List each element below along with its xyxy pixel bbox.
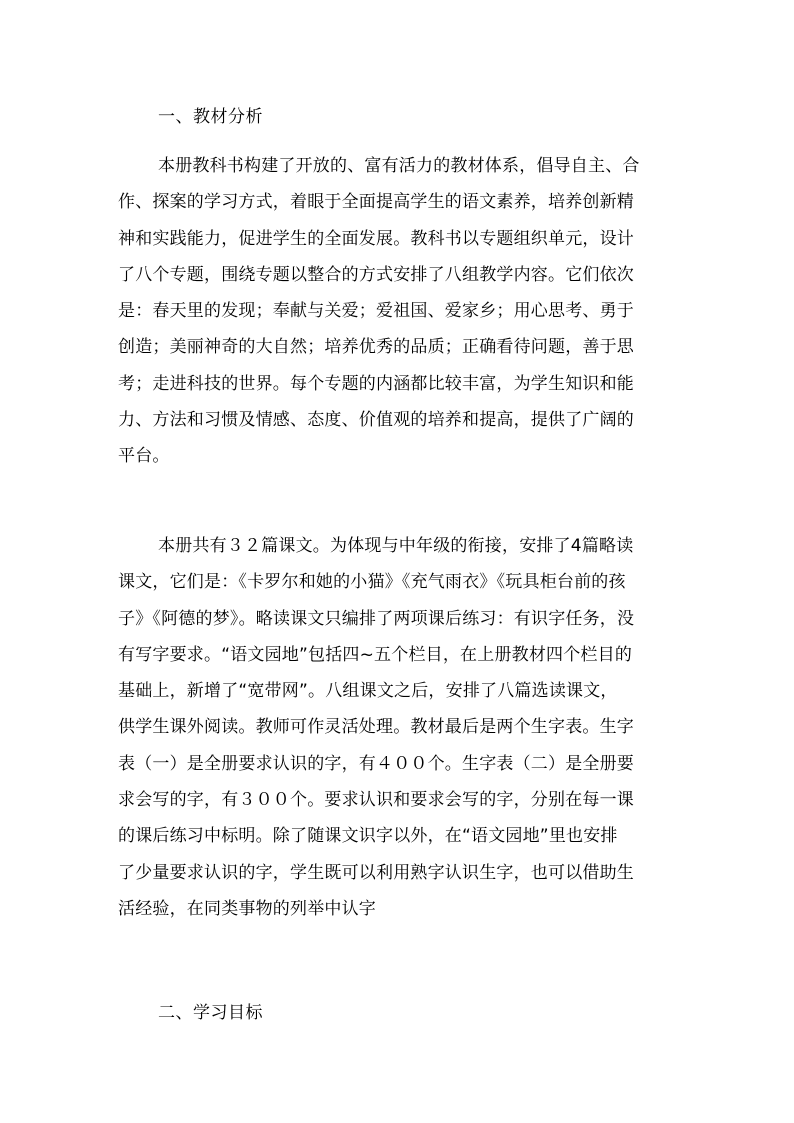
text-line: 表（一）是全册要求认识的字，有４００个。生字表（二）是全册要 (118, 753, 634, 774)
text-line: 有写字要求。“语文园地”包括四~五个栏目，在上册教材四个栏目的 (118, 644, 633, 665)
text-line: 平台。 (118, 446, 170, 467)
text-line: 了少量要求认识的字，学生既可以利用熟字认识生字，也可以借助生 (118, 862, 634, 883)
paragraph-textbook-overview (118, 148, 678, 475)
text-line: 是：春天里的发现；奉献与关爱；爱祖国、爱家乡；用心思考、勇于 (118, 301, 634, 322)
text-line: 供学生课外阅读。教师可作灵活处理。教材最后是两个生字表。生字 (118, 717, 634, 738)
text-line: 力、方法和习惯及情感、态度、价值观的培养和提高，提供了广阔的 (118, 410, 634, 431)
text-line: 基础上，新增了“宽带网”。八组课文之后，安排了八篇选读课文， (118, 681, 618, 702)
paragraph-lessons-overview (118, 528, 678, 927)
text-line: 考；走进科技的世界。每个专题的内涵都比较丰富，为学生知识和能 (118, 373, 634, 394)
text-line: 求会写的字，有３００个。要求认识和要求会写的字，分别在每一课 (118, 790, 634, 811)
text-line: 子》《阿德的梦》。略读课文只编排了两项课后练习：有识字任务，没 (118, 608, 635, 629)
section-heading-objectives: 二、学习目标 (158, 1003, 263, 1023)
text-line: 活经验，在同类事物的列举中认字 (118, 898, 376, 919)
text-line: 课文，它们是：《卡罗尔和她的小猫》《充气雨衣》《玩具柜台前的孩 (118, 572, 626, 593)
text-line: 本册共有３２篇课文。为体现与中年级的衔接，安排了4篇略读 (158, 536, 634, 556)
text-line: 的课后练习中标明。除了随课文识字以外，在“语文园地”里也安排 (118, 826, 618, 847)
text-line: 本册教科书构建了开放的、富有活力的教材体系，倡导自主、合 (158, 156, 640, 176)
text-line: 创造；美丽神奇的大自然；培养优秀的品质；正确看待问题，善于思 (118, 337, 634, 358)
text-line: 神和实践能力，促进学生的全面发展。教科书以专题组织单元，设计 (118, 228, 634, 249)
text-line: 作、探案的学习方式，着眼于全面提高学生的语文素养，培养创新精 (118, 192, 634, 213)
text-line: 了八个专题，围绕专题以整合的方式安排了八组教学内容。它们依次 (118, 264, 634, 285)
section-heading-analysis: 一、教材分析 (158, 107, 263, 127)
